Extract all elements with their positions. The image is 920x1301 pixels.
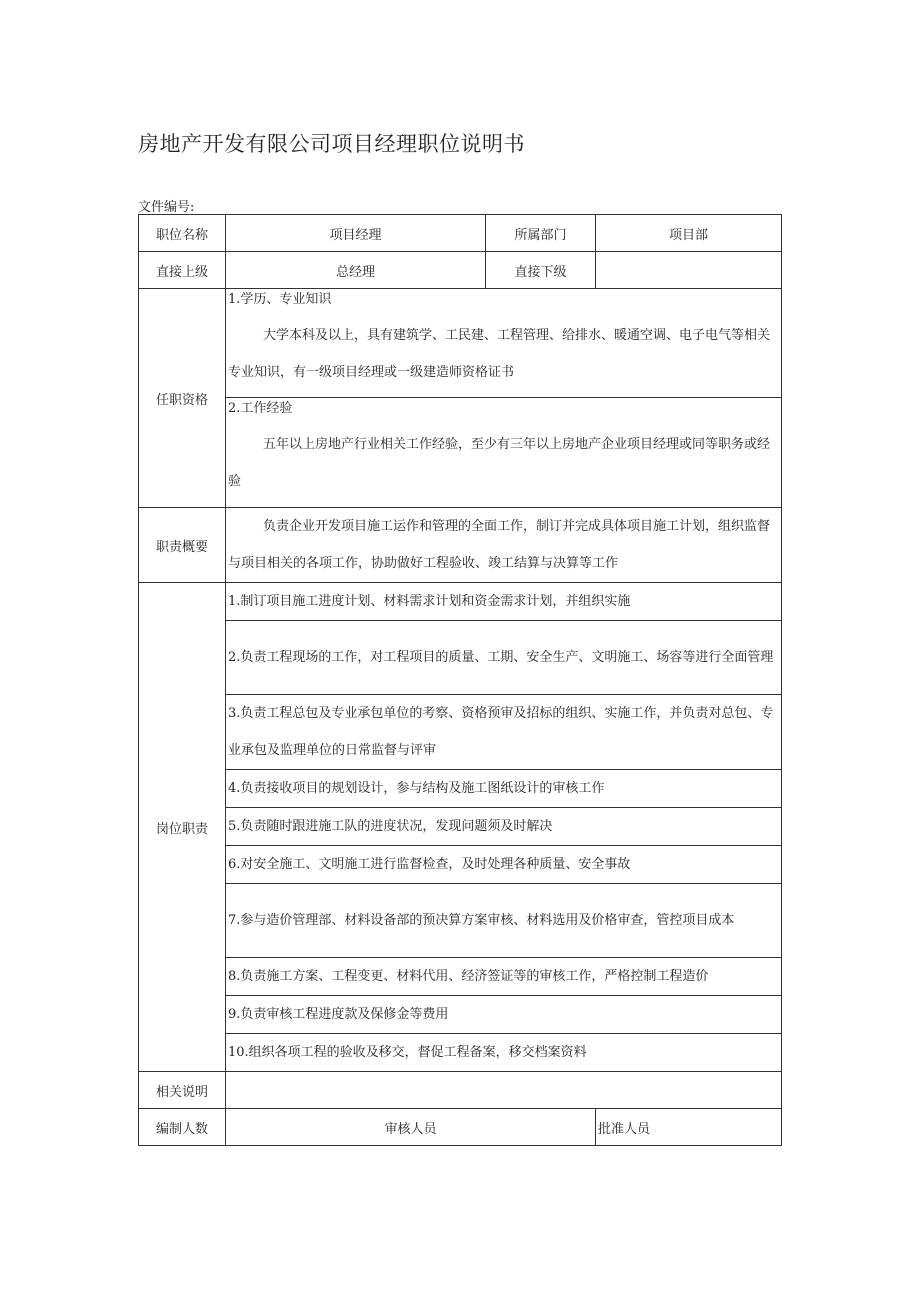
document-title: 房地产开发有限公司项目经理职位说明书: [138, 132, 525, 156]
reviewer-label: 审核人员: [226, 1109, 596, 1146]
duty-text: 4.负责接收项目的规划设计，参与结构及施工图纸设计的审核工作: [228, 781, 605, 796]
duty-item-4: [226, 770, 782, 808]
table-row: [139, 289, 782, 398]
duty-item-1: [226, 583, 782, 621]
position-name-value: 项目经理: [226, 215, 486, 252]
duty-item-9: [226, 996, 782, 1034]
table-row: [139, 808, 782, 846]
duty-text: 3.负责工程总包及专业承包单位的考察、资格预审及招标的组织、实施工作，并负责对总包、专业承包及监理单位的日常监督与评审: [228, 706, 774, 758]
duty-text: 8.负责施工方案、工程变更、材料代用、经济签证等的审核工作，严格控制工程造价: [228, 969, 709, 984]
table-row: [139, 252, 782, 289]
table-row: [139, 398, 782, 508]
summary-text: 负责企业开发项目施工运作和管理的全面工作，制订并完成具体项目施工计划，组织监督与项目相关的各项工作，协助做好工程验收、竣工结算与决算等工作: [228, 519, 771, 571]
approver-label: 批准人员: [596, 1109, 782, 1146]
direct-superior-value: 总经理: [226, 252, 486, 289]
duty-text: 7.参与造价管理部、材料设备部的预决算方案审核、材料选用及价格审查，管控项目成本: [228, 913, 735, 928]
duties-label: 岗位职责: [139, 583, 226, 1072]
table-row: [139, 1072, 782, 1109]
notes-label: 相关说明: [139, 1072, 226, 1109]
experience-text: 五年以上房地产行业相关工作经验，至少有三年以上房地产企业项目经理或同等职务或经验: [228, 437, 771, 489]
notes-value: [226, 1072, 782, 1109]
table-row: [139, 508, 782, 583]
table-row: [139, 996, 782, 1034]
summary-cell: [226, 508, 782, 583]
direct-subordinate-value: [596, 252, 782, 289]
table-row: [139, 621, 782, 695]
duty-item-7: [226, 884, 782, 958]
duty-item-10: [226, 1034, 782, 1072]
direct-superior-label: 直接上级: [139, 252, 226, 289]
department-label: 所属部门: [486, 215, 596, 252]
summary-label: 职责概要: [139, 508, 226, 583]
duty-item-6: [226, 846, 782, 884]
position-name-label: 职位名称: [139, 215, 226, 252]
department-value: 项目部: [596, 215, 782, 252]
duty-text: 6.对安全施工、文明施工进行监督检查，及时处理各种质量、安全事故: [228, 857, 631, 872]
table-row: [139, 1109, 782, 1146]
table-row: [139, 958, 782, 996]
table-row: [139, 695, 782, 770]
duty-item-5: [226, 808, 782, 846]
duty-item-8: [226, 958, 782, 996]
duty-text: 2.负责工程现场的工作，对工程项目的质量、工期、安全生产、文明施工、场容等进行全面管理: [228, 650, 774, 665]
qualification-label: 任职资格: [139, 289, 226, 508]
education-heading: 1.学历、专业知识: [228, 292, 332, 307]
qualification-experience-cell: [226, 398, 782, 508]
duty-item-3: [226, 695, 782, 770]
duty-text: 9.负责审核工程进度款及保修金等费用: [228, 1007, 449, 1022]
position-description-table: [138, 214, 782, 1146]
table-row: [139, 770, 782, 808]
duty-item-2: [226, 621, 782, 695]
table-row: [139, 215, 782, 252]
education-text: 大学本科及以上，具有建筑学、工民建、工程管理、给排水、暖通空调、电子电气等相关专业知识，有一级项目经理或一级建造师资格证书: [228, 328, 771, 380]
duty-text: 1.制订项目施工进度计划、材料需求计划和资金需求计划，并组织实施: [228, 594, 631, 609]
table-row: [139, 1034, 782, 1072]
table-row: [139, 583, 782, 621]
table-row: [139, 884, 782, 958]
direct-subordinate-label: 直接下级: [486, 252, 596, 289]
file-number-label: 文件编号:: [138, 200, 195, 215]
table-row: [139, 846, 782, 884]
duty-text: 10.组织各项工程的验收及移交，督促工程备案，移交档案资料: [228, 1045, 587, 1060]
compiled-by-label: 编制人数: [139, 1109, 226, 1146]
duty-text: 5.负责随时跟进施工队的进度状况，发现问题须及时解决: [228, 819, 553, 834]
experience-heading: 2.工作经验: [228, 401, 293, 416]
qualification-education-cell: [226, 289, 782, 398]
